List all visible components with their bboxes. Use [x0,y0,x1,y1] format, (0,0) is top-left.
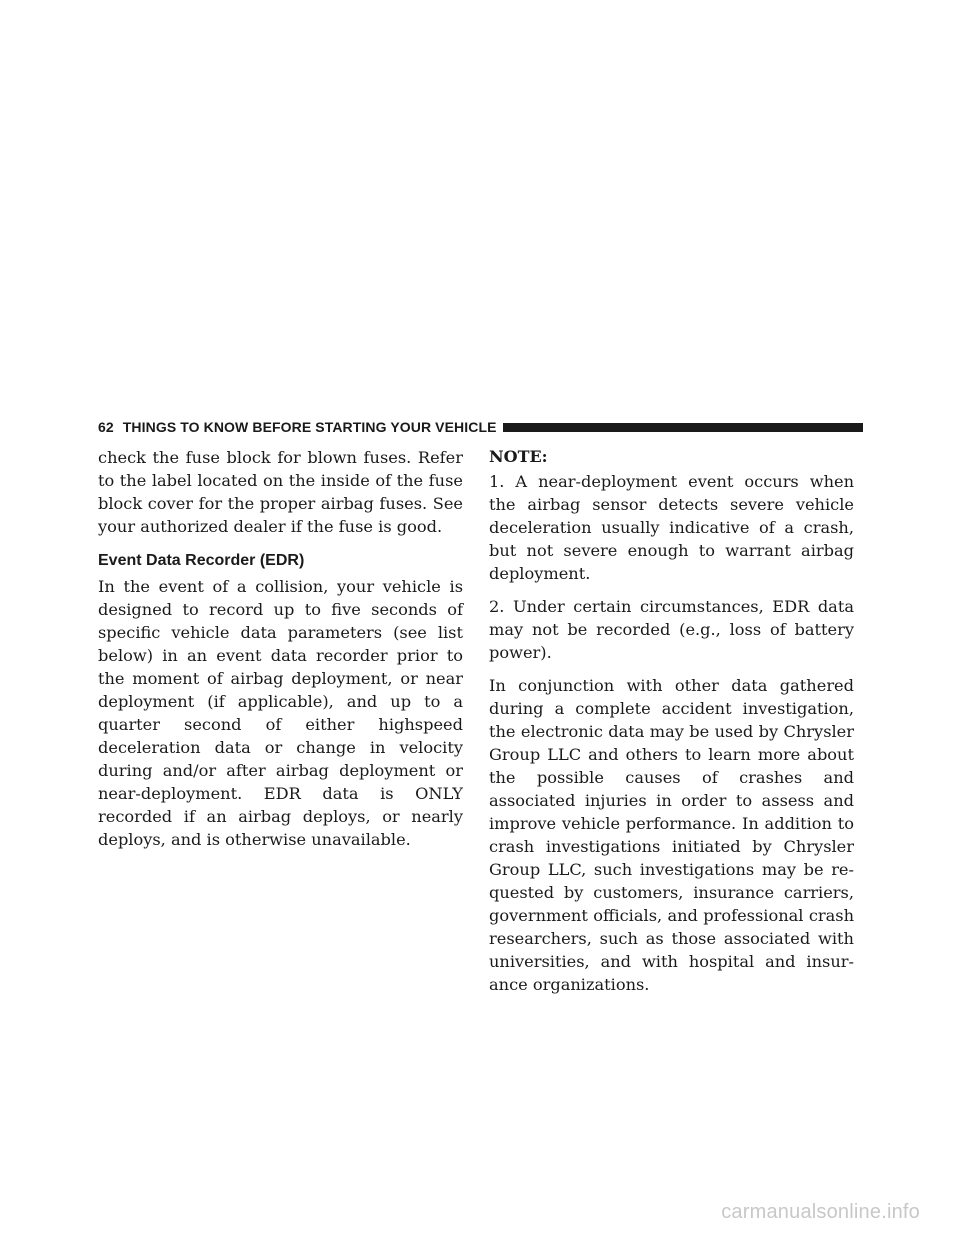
investigation-paragraph: In conjunction with other data gathered during a complete accident investigation, the electronic data may be used by Chrysler Group LLC and others to learn more about the possible causes of crashes and associated injuries in order to assess and improve vehicle performance. In addition to crash investigations initiated by Chrysler Group LLC, such investigations may be requested by customers, insurance carriers, government officials, and professional crash researchers, such as those associated with universities, and with hospital and insurance organizations. [489,676,854,994]
right-column [489,446,854,1006]
left-column [98,446,463,861]
edr-paragraph: In the event of a collision, your vehicle is designed to record up to five seconds of specific vehicle data parameters (see list below) in an event data recorder prior to the moment of airbag deployment, or near deployment (if applicable), and up to a quarter second of either highspeed deceleration data or change in velocity during and/or after airbag deployment or near-deployment. EDR data is ONLY recorded if an airbag deploys, or nearly deploys, and is otherwise unavailable. [98,577,463,849]
header-rule [503,423,863,432]
intro-paragraph: check the fuse block for blown fuses. Refer to the label located on the inside of the fuse block cover for the proper airbag fuses. See your authorized dealer if the fuse is good. [98,448,463,536]
note-item-2: 2. Under certain circumstances, EDR data may not be recorded (e.g., loss of battery power). [489,597,854,662]
watermark: carmanualsonline.info [721,1201,920,1223]
edr-heading: Event Data Recorder (EDR) [98,552,305,569]
section-title: THINGS TO KNOW BEFORE STARTING YOUR VEHICLE [122,419,497,435]
note-item-1: 1. A near-deployment event occurs when the airbag sensor detects severe vehicle deceleration usually indicative of a crash, but not severe enough to warrant airbag deployment. [489,472,854,583]
page-number: 62 [98,419,114,435]
page-header [98,417,863,437]
note-label: NOTE: [489,447,548,466]
